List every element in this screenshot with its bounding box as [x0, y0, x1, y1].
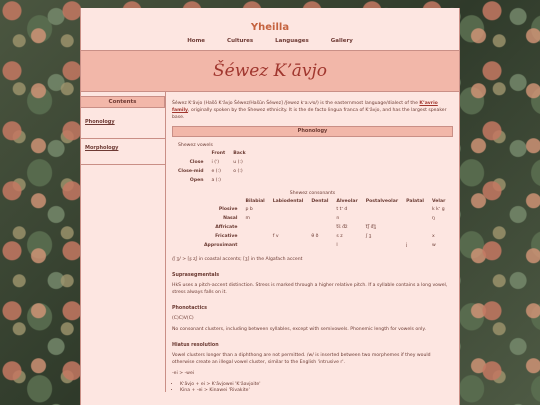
- page-title: Šéwez Kʼāvjo: [212, 61, 328, 81]
- content-area: [81, 92, 459, 395]
- table-row: Close-mid e (:) o (:): [178, 168, 243, 174]
- list-item: • Kʼāvjo + ei > Kʼāvjowei 'Kʼāavjoite': [180, 382, 453, 389]
- phonotactics-heading: Phonotactics: [172, 305, 207, 311]
- hiatus-rule: -ei > -wei: [172, 370, 195, 376]
- page-container: [80, 8, 460, 405]
- hiatus-examples: [180, 382, 453, 396]
- phonotactics-text: No consonant clusters, including between syllables, except with semivowels. Phonemic length for vowels only.: [172, 326, 426, 332]
- consonants-caption: Shewez consonants: [289, 190, 336, 196]
- table-row: Plosive p b t tʼ d k kʼ g: [218, 207, 445, 213]
- nav-languages[interactable]: Languages: [275, 38, 309, 44]
- nav-home[interactable]: Home: [187, 38, 206, 44]
- suprasegmentals-heading: Suprasegmentals: [172, 272, 220, 278]
- consonant-note: /ʃ ʒ/ > [ʂ ʐ] in coastal accents; [ʒ] in the Algafach accent: [172, 256, 303, 262]
- site-title[interactable]: Yheilla: [250, 22, 290, 33]
- hiatus-text: Vowel clusters longer than a diphthong are not permitted. /w/ is inserted between two morphemes if they would otherwise create an illegal vowel cluster, similar to the English 'intrusive r'.: [172, 352, 431, 365]
- sidebar: [81, 92, 166, 392]
- sidebar-item-phonology[interactable]: Phonology: [85, 119, 115, 125]
- main-article: [166, 92, 459, 395]
- vowels-caption: Shewez vowels: [178, 143, 213, 149]
- table-row: Approximant l j w: [204, 242, 436, 248]
- sidebar-item-morphology[interactable]: Morphology: [85, 145, 119, 151]
- vowels-table: Front Back Close i (ˈ) u (:) Close-mid e (:) o (:) Open a (:): [174, 150, 250, 186]
- phonology-heading: Phonology: [172, 126, 453, 138]
- phonotactics-formula: (C)C)V(C): [172, 315, 194, 321]
- list-item: • Kina + -ei > Kinawei 'Rivakite': [180, 388, 453, 395]
- consonants-table: Bilabial Labiodental Dental Alveolar Postalveolar Palatal Velar Plosive p b t tʼ d k kʼ g Nasal m n ŋ Affricate t͡s d͡z t͡ʃ d͡ʒ Fricative f v θ ð s z ʃ ʒ x Approximant l j w: [200, 198, 449, 251]
- sidebar-divider: [81, 138, 165, 139]
- title-banner: [81, 50, 459, 92]
- table-row: Fricative f v θ ð s z ʃ ʒ x: [215, 234, 435, 240]
- top-nav: [81, 38, 459, 44]
- table-row: Close i (ˈ) u (:): [189, 159, 243, 165]
- nav-gallery[interactable]: Gallery: [330, 38, 353, 44]
- table-row: Open a (:): [189, 177, 221, 183]
- intro-paragraph: Šéwez Kʼāvjo (Hašō Kʼāvjo Šéwez/Hašūn Šéwez] /ʃewez kʼaːvʲo/) is the easternmost language/dialect of the Kʼavrio family, originally spoken by the Shewez ethnicity. It is the de facto lingua franca of Kʼāvjo, and has the largest speaker base.: [172, 101, 447, 120]
- nav-cultures[interactable]: Cultures: [227, 38, 254, 44]
- kavrio-family-link[interactable]: Kʼavrio family: [172, 101, 438, 113]
- sidebar-divider: [81, 164, 165, 165]
- table-row: Affricate t͡s d͡z t͡ʃ d͡ʒ: [215, 225, 377, 231]
- suprasegmentals-text: HkS uses a pitch-accent distinction. Stress is marked through a higher relative pitch. If a syllable contains a long vowel, stress always falls on it.: [172, 282, 448, 295]
- table-row: Nasal m n ŋ: [223, 216, 435, 222]
- hiatus-heading: Hiatus resolution: [172, 342, 219, 348]
- sidebar-heading: Contents: [81, 96, 165, 108]
